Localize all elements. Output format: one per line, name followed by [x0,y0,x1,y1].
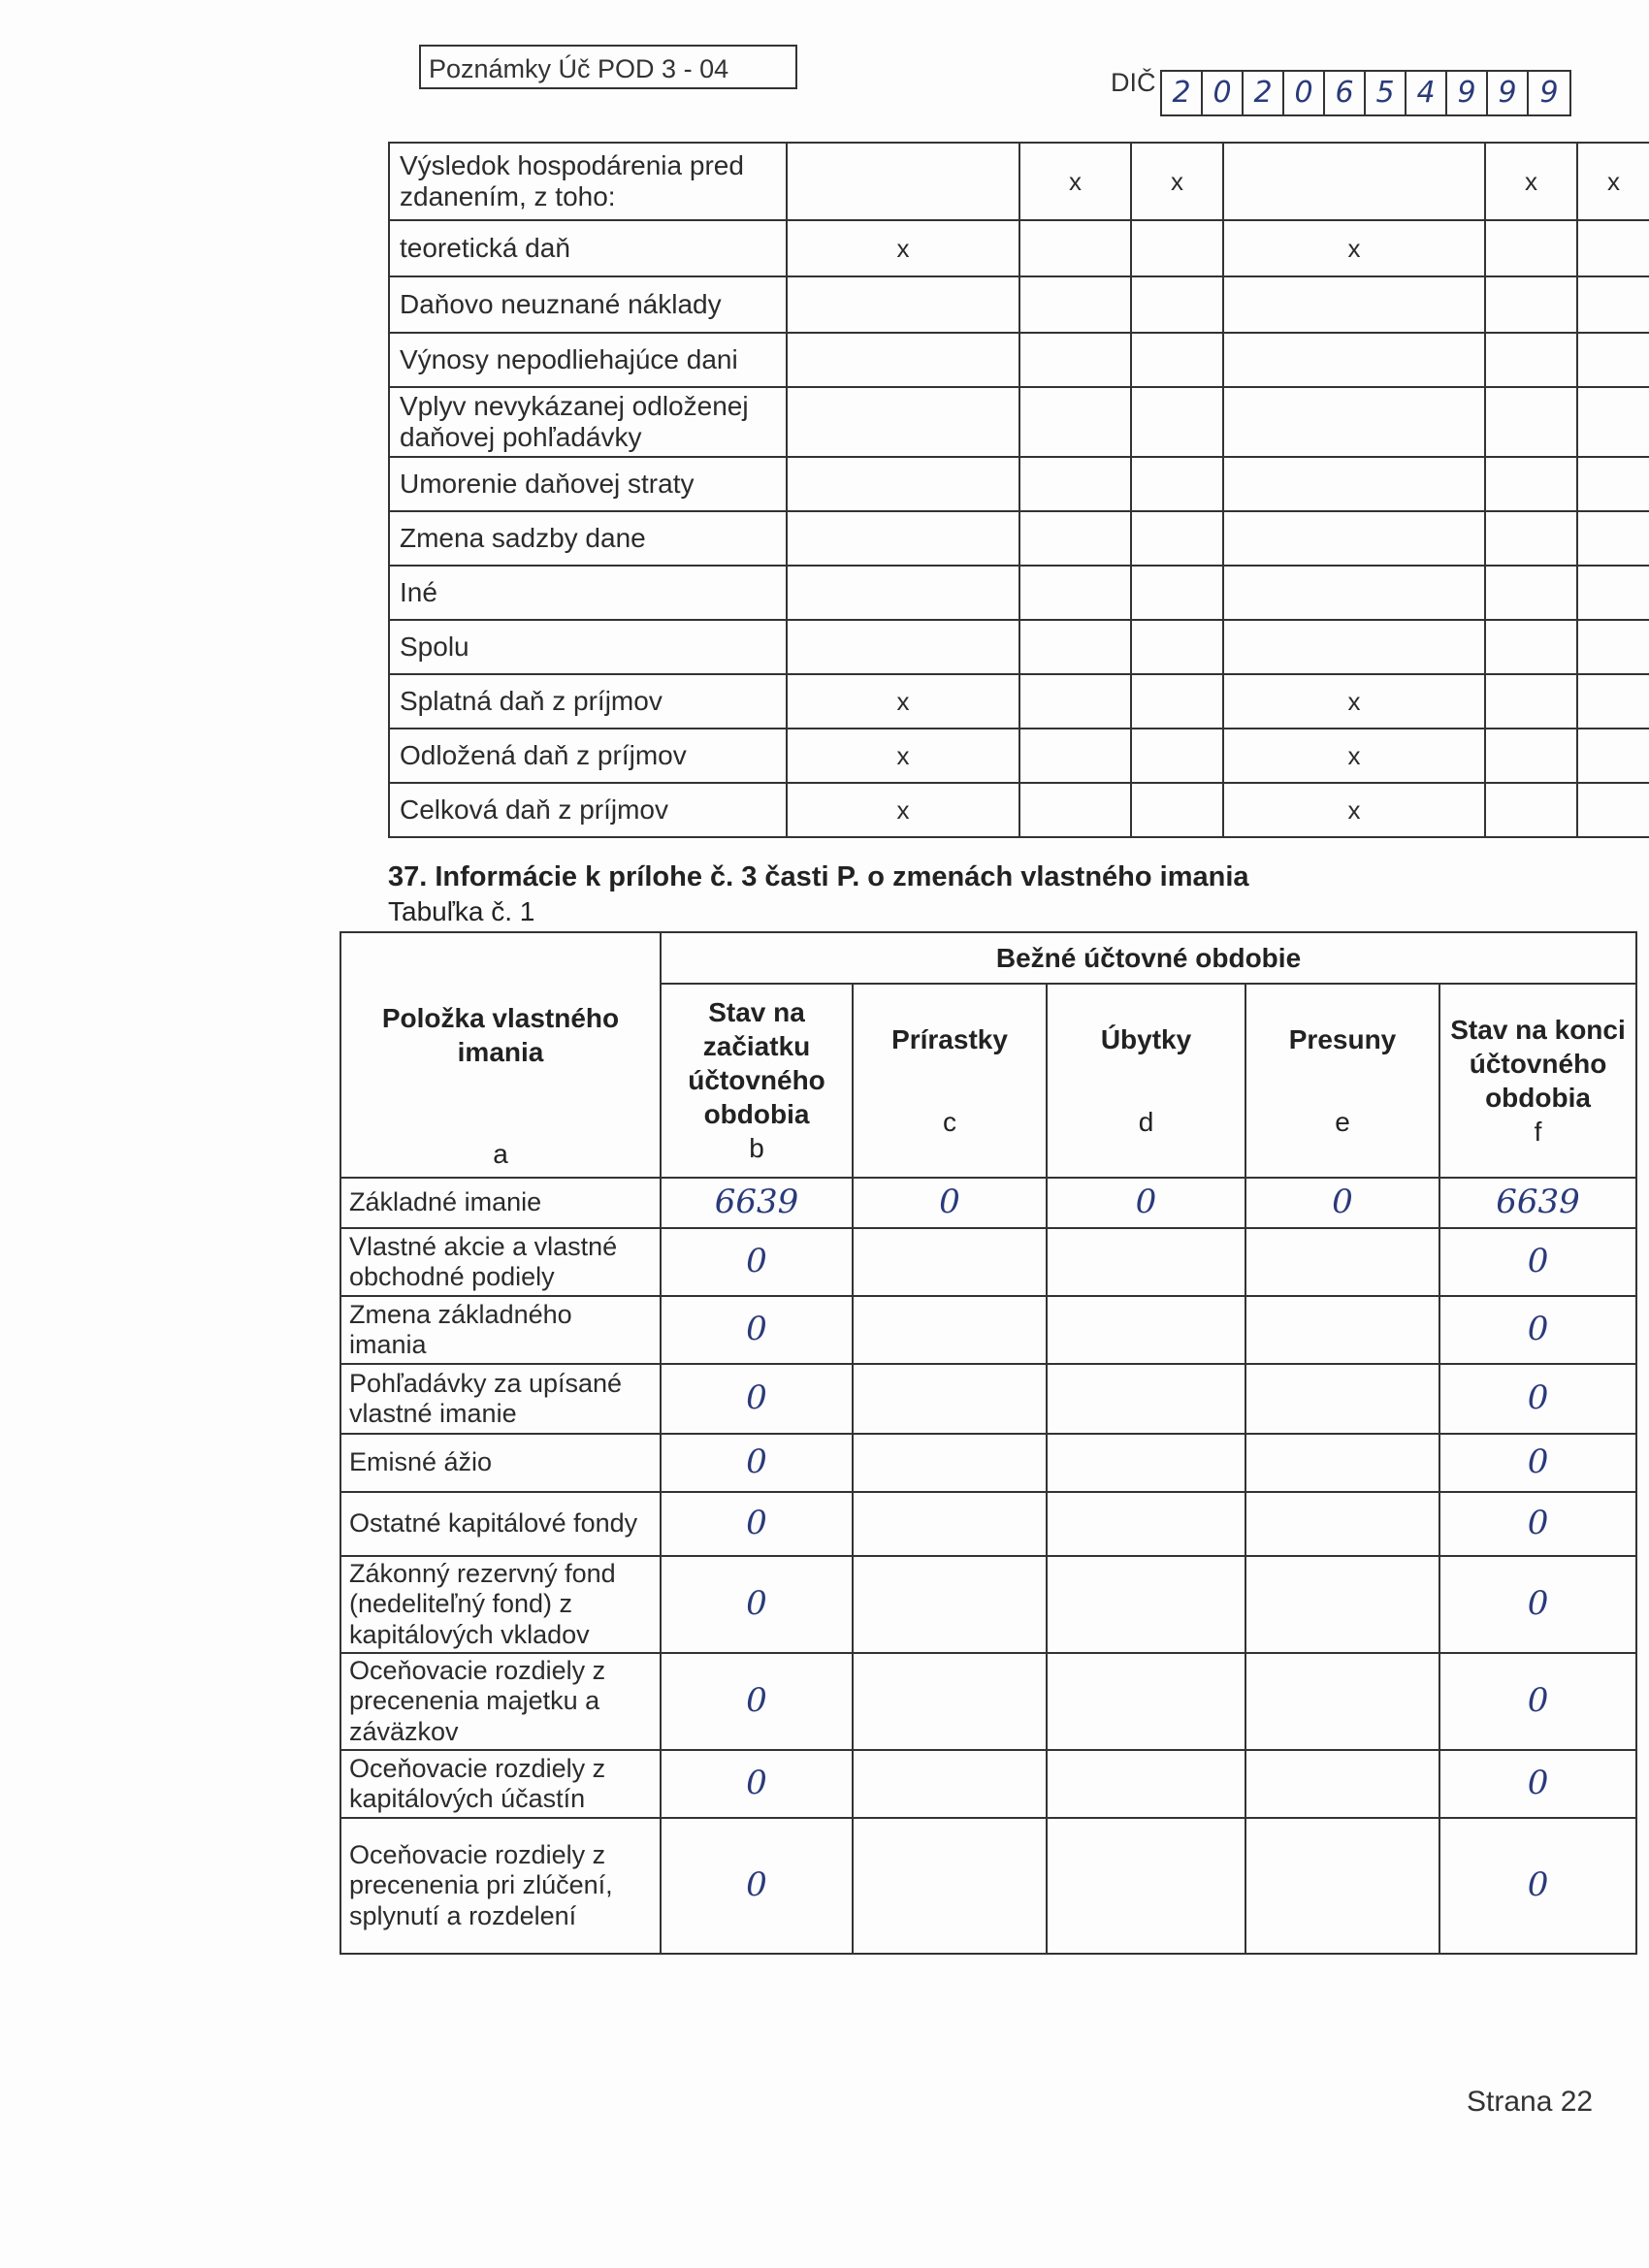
column-letter: c [943,1106,956,1137]
handwritten-value[interactable] [853,1296,1047,1364]
handwritten-value[interactable] [853,1818,1047,1954]
tax-table-body [389,143,1649,837]
dic-boxes [1160,70,1571,116]
handwritten-value[interactable] [1245,1750,1439,1818]
table-cell [1485,333,1577,387]
table-row [389,783,1649,837]
handwritten-value[interactable] [1245,1818,1439,1954]
table-cell [787,387,1019,457]
column-header-disposals [1047,984,1245,1178]
handwritten-value[interactable]: 0 [661,1364,853,1434]
table-cell [787,276,1019,333]
column-name: Stav na konci účtovného obdobia [1450,1014,1626,1113]
handwritten-value[interactable] [1047,1364,1245,1434]
table-cell: x [1577,143,1649,220]
table-cell [1485,783,1577,837]
table-cell [1223,333,1485,387]
column-header-transfers [1245,984,1439,1178]
handwritten-value[interactable] [853,1492,1047,1556]
table-cell [1577,511,1649,566]
table-row [340,1818,1636,1954]
column-letter: d [1138,1106,1154,1137]
table-cell [1577,276,1649,333]
handwritten-value[interactable]: 0 [1439,1364,1636,1434]
column-header-item [340,932,661,1178]
table-row [340,1434,1636,1492]
table-cell [1131,620,1223,674]
table-row [389,276,1649,333]
dic-digit: 2 [1162,72,1203,114]
table-cell [1131,220,1223,276]
handwritten-value[interactable] [853,1364,1047,1434]
equity-changes-table [340,931,1637,1955]
handwritten-value[interactable]: 0 [661,1818,853,1954]
table-cell [1223,276,1485,333]
equity-item-label: Oceňovacie rozdiely z kapitálových účastín [340,1750,661,1818]
table-cell: x [1485,143,1577,220]
table-cell [787,511,1019,566]
table-cell [1485,276,1577,333]
table-row [389,674,1649,729]
equity-item-label: Pohľadávky za upísané vlastné imanie [340,1364,661,1434]
table-cell [787,620,1019,674]
equity-item-label: Zmena základného imania [340,1296,661,1364]
equity-item-label: Oceňovacie rozdiely z precenenia pri zlúčení, splynutí a rozdelení [340,1818,661,1954]
handwritten-value[interactable]: 6639 [661,1178,853,1228]
handwritten-value[interactable] [1047,1818,1245,1954]
table-cell: x [787,783,1019,837]
column-name: Prírastky [891,1023,1008,1054]
table-row [389,566,1649,620]
row-label: teoretická daň [389,220,787,276]
table-cell: x [787,729,1019,783]
table-row [389,620,1649,674]
handwritten-value[interactable] [1245,1556,1439,1653]
table-cell [1485,674,1577,729]
column-name: Presuny [1288,1023,1397,1054]
table-row [340,1228,1636,1296]
row-label: Odložená daň z príjmov [389,729,787,783]
table-cell: x [1223,783,1485,837]
column-name: Stav na začiatku účtovného obdobia [688,997,825,1130]
table-cell [1577,457,1649,511]
table-cell [1223,566,1485,620]
tax-reconciliation-table [388,142,1649,838]
equity-table-body [340,1178,1636,1954]
handwritten-value[interactable]: 0 [1439,1818,1636,1954]
row-label: Umorenie daňovej straty [389,457,787,511]
table-cell [1019,729,1131,783]
table-cell [787,566,1019,620]
handwritten-value[interactable]: 0 [661,1296,853,1364]
table-cell: x [1019,143,1131,220]
handwritten-value[interactable] [1245,1434,1439,1492]
table-cell [1019,276,1131,333]
table-cell [1019,566,1131,620]
dic-digit: 4 [1406,72,1447,114]
table-cell [1485,729,1577,783]
table-cell [1131,674,1223,729]
table-row [389,457,1649,511]
table-row [340,1750,1636,1818]
table-cell [1577,566,1649,620]
table-cell [1577,620,1649,674]
handwritten-value[interactable] [1047,1556,1245,1653]
table-cell [1577,783,1649,837]
table-cell [1131,511,1223,566]
table-cell [1485,566,1577,620]
table-row [389,220,1649,276]
table-cell [787,457,1019,511]
table-cell [1485,457,1577,511]
table-cell [1019,674,1131,729]
equity-item-label: Zákonný rezervný fond (nedeliteľný fond) z kapitálových vkladov [340,1556,661,1653]
page-number: Strana 22 [1467,2086,1594,2118]
table-cell [1577,729,1649,783]
row-label: Iné [389,566,787,620]
row-label: Spolu [389,620,787,674]
column-header-additions [853,984,1047,1178]
period-header: Bežné účtovné obdobie [661,932,1636,984]
table-row [389,387,1649,457]
equity-item-label: Emisné ážio [340,1434,661,1492]
table-row [389,729,1649,783]
table-cell [1019,220,1131,276]
table-cell [1223,511,1485,566]
row-label: Celková daň z príjmov [389,783,787,837]
table-row [340,1556,1636,1653]
table-cell [1223,387,1485,457]
handwritten-value[interactable]: 6639 [1439,1178,1636,1228]
table-cell: x [1131,143,1223,220]
table-cell [1131,783,1223,837]
form-id-box: Poznámky Úč POD 3 - 04 [419,45,797,89]
table-cell: x [787,674,1019,729]
table-cell [1019,333,1131,387]
row-label: Splatná daň z príjmov [389,674,787,729]
table-cell: x [1223,674,1485,729]
table-cell [787,143,1019,220]
column-letter: b [749,1133,764,1164]
table-cell [1485,387,1577,457]
table-cell [1131,566,1223,620]
table-row [340,1364,1636,1434]
table-cell [1577,220,1649,276]
equity-item-label: Vlastné akcie a vlastné obchodné podiely [340,1228,661,1296]
item-header-label: Položka vlastného imania [381,1003,620,1067]
handwritten-value[interactable] [853,1653,1047,1750]
handwritten-value[interactable]: 0 [661,1228,853,1296]
handwritten-value[interactable] [1245,1492,1439,1556]
handwritten-value[interactable] [1245,1228,1439,1296]
table-cell [1019,457,1131,511]
table-cell [1131,387,1223,457]
table-cell: x [1223,220,1485,276]
column-letter: e [1335,1106,1350,1137]
equity-item-label: Ostatné kapitálové fondy [340,1492,661,1556]
row-label: Výsledok hospodárenia pred zdanením, z toho: [389,143,787,220]
table-cell: x [1223,729,1485,783]
table-row [389,511,1649,566]
table-cell [1131,333,1223,387]
table-cell [1223,143,1485,220]
table-cell [1223,620,1485,674]
table-cell [1131,276,1223,333]
handwritten-value[interactable]: 0 [1439,1296,1636,1364]
handwritten-value[interactable]: 0 [661,1653,853,1750]
dic-digit: 5 [1366,72,1406,114]
row-label: Výnosy nepodliehajúce dani [389,333,787,387]
dic-digit: 9 [1539,76,1559,110]
dic-digit: 9 [1447,72,1488,114]
handwritten-value[interactable] [853,1228,1047,1296]
handwritten-value[interactable]: 0 [1439,1228,1636,1296]
handwritten-value[interactable]: 0 [661,1556,853,1653]
row-label: Daňovo neuznané náklady [389,276,787,333]
table-row [389,333,1649,387]
table-cell: x [787,220,1019,276]
equity-item-label: Základné imanie [340,1178,661,1228]
table-cell [1223,457,1485,511]
handwritten-value[interactable] [1047,1492,1245,1556]
column-header-closing [1439,984,1636,1178]
handwritten-value[interactable]: 0 [1245,1178,1439,1228]
table-row [340,1178,1636,1228]
table-cell [1019,783,1131,837]
handwritten-value[interactable] [1047,1296,1245,1364]
row-label: Vplyv nevykázanej odloženej daňovej pohľadávky [389,387,787,457]
handwritten-value[interactable]: 0 [1439,1556,1636,1653]
handwritten-value[interactable]: 0 [1439,1750,1636,1818]
handwritten-value[interactable]: 0 [1047,1178,1245,1228]
table-cell [1485,511,1577,566]
dic-digit: 0 [1203,72,1244,114]
table-row [340,1296,1636,1364]
dic-label: DIČ [1111,68,1156,97]
handwritten-value[interactable] [853,1750,1047,1818]
column-header-opening [661,984,853,1178]
table-cell [787,333,1019,387]
handwritten-value[interactable]: 0 [853,1178,1047,1228]
table-row [389,143,1649,220]
column-letter: f [1534,1116,1542,1147]
dic-digit: 0 [1284,72,1325,114]
handwritten-value[interactable] [853,1556,1047,1653]
handwritten-value[interactable] [1245,1296,1439,1364]
handwritten-value[interactable] [1047,1653,1245,1750]
equity-item-label: Oceňovacie rozdiely z precenenia majetku a záväzkov [340,1653,661,1750]
handwritten-value[interactable]: 0 [661,1492,853,1556]
dic-digit: 9 [1488,72,1529,114]
table-cell [1019,387,1131,457]
table-cell [1019,511,1131,566]
row-label: Zmena sadzby dane [389,511,787,566]
table-caption: Tabuľka č. 1 [388,896,535,926]
table-cell [1577,674,1649,729]
table-row [340,1492,1636,1556]
handwritten-value[interactable]: 0 [1439,1434,1636,1492]
table-row [340,1653,1636,1750]
table-cell [1577,387,1649,457]
handwritten-value[interactable]: 0 [1439,1492,1636,1556]
handwritten-value[interactable] [853,1434,1047,1492]
table-cell [1131,457,1223,511]
column-letter-a: a [493,1139,508,1169]
handwritten-value[interactable] [1047,1228,1245,1296]
handwritten-value[interactable] [1245,1653,1439,1750]
handwritten-value[interactable] [1047,1434,1245,1492]
dic-digit: 2 [1244,72,1284,114]
table-cell [1485,220,1577,276]
dic-digit: 6 [1325,72,1366,114]
handwritten-value[interactable]: 0 [661,1434,853,1492]
handwritten-value[interactable] [1047,1750,1245,1818]
handwritten-value[interactable]: 0 [661,1750,853,1818]
handwritten-value[interactable]: 0 [1439,1653,1636,1750]
table-cell [1577,333,1649,387]
section-37-title: 37. Informácie k prílohe č. 3 časti P. o zmenách vlastného imania [388,861,1249,892]
table-cell [1485,620,1577,674]
table-cell [1019,620,1131,674]
column-name: Úbytky [1100,1023,1192,1054]
table-cell [1131,729,1223,783]
handwritten-value[interactable] [1245,1364,1439,1434]
